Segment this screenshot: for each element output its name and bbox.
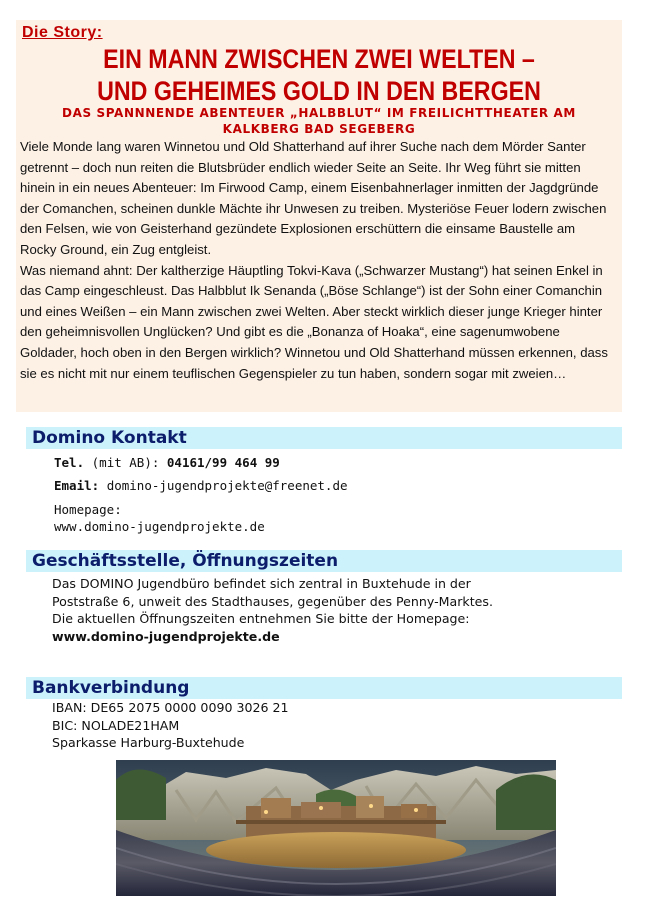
theater-photo-image xyxy=(116,760,556,896)
bank-iban: IBAN: DE65 2075 0000 0090 3026 21 xyxy=(52,700,289,715)
headline-line-1: EIN MANN ZWISCHEN ZWEI WELTEN – xyxy=(103,44,535,74)
tel-value[interactable]: 04161/99 464 99 xyxy=(166,455,280,470)
story-label: Die Story: xyxy=(22,24,103,41)
story-paragraph-1: Viele Monde lang waren Winnetou und Old Shatterhand auf ihrer Suche nach dem Mörder Santer getrennt – doch nun reiten die Blutsbrüder endlich wieder Seite an Seite. Ihr Weg führt sie mitten hinein in ein neues Abenteuer: Im Firwood Camp, einem Eisenbahnerlager inmitten der Jagdgründe der Comanchen, scheinen dunkle Mächte ihr Unwesen zu treiben. Mysteriöse Feuer lodern zwischen den Felsen, wie von Geisterhand gezündete Explosionen erschüttern die einsame Baustelle am Rocky Ground, ein Zug entgleist. xyxy=(20,139,607,257)
story-headline xyxy=(62,43,576,107)
geschaeft-heading: Geschäftsstelle, Öffnungszeiten xyxy=(26,550,622,572)
subhead-line-2: KALKBERG BAD SEGEBERG xyxy=(222,122,416,136)
headline-line-2: UND GEHEIMES GOLD IN DEN BERGEN xyxy=(97,76,541,106)
story-text xyxy=(20,137,615,384)
bank-heading: Bankverbindung xyxy=(26,677,622,699)
geschaeft-line-3: Die aktuellen Öffnungszeiten entnehmen Sie bitte der Homepage: xyxy=(52,611,470,626)
tel-note: (mit AB): xyxy=(91,455,160,470)
story-box xyxy=(16,20,622,412)
story-paragraph-2: Was niemand ahnt: Der kaltherzige Häuptling Tokvi-Kava („Schwarzer Mustang“) hat seinen Enkel in das Camp eingeschleust. Das Halbblut Ik Senanda („Böse Schlange“) ist der Sohn einer Comanchin und eines Weißen – ein Mann zwischen zwei Welten. Aber steckt wirklich dieser junge Krieger hinter den geheimnisvollen Unglücken? Und gibt es die „Bonanza of Hoaka“, eine sagenumwobene Goldader, hoch oben in den Bergen wirklich? Winnetou und Old Shatterhand müssen erkennen, dass sie es nicht mit nur einem teuflischen Gegenspieler zu tun haben, sondern sogar mit zweien… xyxy=(20,262,608,381)
geschaeft-line-2: Poststraße 6, unweit des Stadthauses, gegenüber des Penny-Marktes. xyxy=(52,593,493,609)
subhead-line-1: DAS SPANNNENDE ABENTEUER „HALBBLUT“ IM FREILICHTTHEATER AM xyxy=(62,106,576,120)
geschaeft-url-link[interactable]: www.domino-jugendprojekte.de xyxy=(52,628,280,644)
tel-label: Tel. xyxy=(54,455,85,470)
email-row xyxy=(54,478,348,493)
homepage-label: Homepage: xyxy=(54,502,122,517)
geschaeft-text xyxy=(52,575,493,645)
bank-bic: BIC: NOLADE21HAM xyxy=(52,717,180,733)
tel-row xyxy=(54,455,280,470)
email-label: Email: xyxy=(54,478,100,493)
story-subhead xyxy=(20,105,618,137)
bank-text xyxy=(52,699,289,752)
theater-photo xyxy=(116,760,556,896)
email-link[interactable]: domino-jugendprojekte@freenet.de xyxy=(106,478,348,493)
homepage-link[interactable]: www.domino-jugendprojekte.de xyxy=(54,519,265,534)
bank-name: Sparkasse Harburg-Buxtehude xyxy=(52,735,245,750)
geschaeft-line-1: Das DOMINO Jugendbüro befindet sich zentral in Buxtehude in der xyxy=(52,576,471,591)
kontakt-heading: Domino Kontakt xyxy=(26,427,622,449)
